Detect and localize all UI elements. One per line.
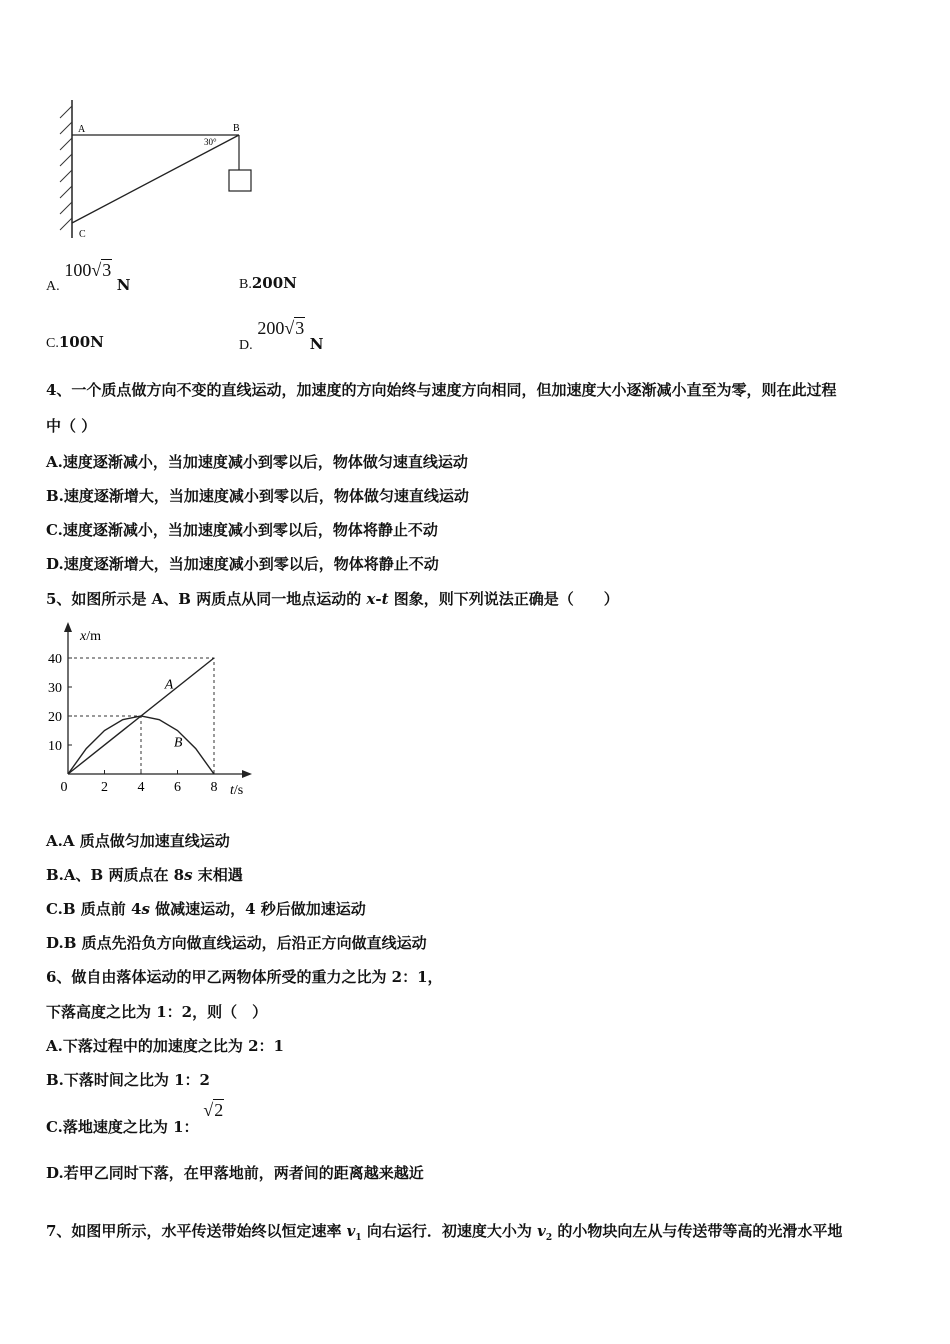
- x-tick-label: 6: [174, 780, 181, 795]
- q6-option-c: C.落地速度之比为 1： √2: [46, 1100, 224, 1136]
- q6-option-a: A.下落过程中的加速度之比为 2：1: [46, 1037, 284, 1055]
- q6-stem-line1: 6、做自由落体运动的甲乙两物体所受的重力之比为 2：1，: [46, 968, 443, 986]
- q6-option-d: D.若甲乙同时下落，在甲落地前，两者间的距离越来越近: [46, 1164, 424, 1182]
- series-label-A: A: [164, 677, 174, 693]
- q7-stem: 7、如图甲所示，水平传送带始终以恒定速率 $v_1$ 向右运行．初速度大小为 $v_2$ 的小物块向左从与传送带等高的光滑水平地: [46, 1222, 843, 1243]
- x-axis-arrow: [242, 770, 252, 778]
- x-axis-label: t/s: [230, 783, 244, 798]
- x-tick-label: 2: [101, 780, 108, 795]
- q5-option-d: D.B 质点先沿负方向做直线运动，后沿正方向做直线运动: [46, 934, 427, 952]
- series-label-B: B: [173, 735, 183, 751]
- q5-option-a: A.A 质点做匀加速直线运动: [46, 832, 230, 850]
- hanging-block: [229, 170, 251, 191]
- label-b: B: [233, 123, 240, 134]
- xt-chart: [40, 620, 270, 805]
- q5-option-b: B.A、B 两质点在 8s 末相遇: [46, 866, 243, 884]
- q3-option-b: B.200N: [239, 274, 297, 292]
- x-tick-label: 4: [137, 780, 145, 795]
- q4-option-a: A.速度逐渐减小，当加速度减小到零以后，物体做匀速直线运动: [46, 453, 468, 471]
- y-axis-label: x/m: [80, 629, 101, 644]
- rod-cb: [72, 135, 239, 223]
- q4-stem-line1: 4、一个质点做方向不变的直线运动，加速度的方向始终与速度方向相同，但加速度大小逐渐减小直至为零，则在此过程: [46, 381, 837, 399]
- y-tick-label: 30: [48, 681, 62, 696]
- x-tick-label: 8: [210, 780, 218, 795]
- label-a: A: [78, 124, 86, 135]
- q3-option-a: A. 100√3 N: [46, 260, 131, 294]
- y-tick-label: 40: [48, 652, 62, 667]
- q3-option-d: D. 200√3 N: [239, 318, 324, 353]
- q4-option-c: C.速度逐渐减小，当加速度减小到零以后，物体将静止不动: [46, 521, 438, 539]
- q5-stem: 5、如图所示是 A、B 两质点从同一地点运动的 x-t 图象，则下列说法正确是（ ）: [46, 590, 619, 608]
- q3-option-c: C.100N: [46, 333, 104, 351]
- q6-stem-line2: 下落高度之比为 1：2，则（ ）: [46, 1003, 268, 1021]
- q4-option-b: B.速度逐渐增大，当加速度减小到零以后，物体做匀速直线运动: [46, 487, 469, 505]
- x-tick-label: 0: [60, 780, 68, 795]
- q6-option-b: B.下落时间之比为 1：2: [46, 1071, 210, 1089]
- bracket-figure: [52, 98, 272, 248]
- angle-label: 30°: [204, 137, 217, 147]
- q4-option-d: D.速度逐渐增大，当加速度减小到零以后，物体将静止不动: [46, 555, 439, 573]
- q4-stem-line2: 中（ ）: [46, 417, 97, 435]
- y-tick-label: 10: [48, 739, 62, 754]
- q5-option-c: C.B 质点前 4s 做减速运动，4 秒后做加速运动: [46, 900, 366, 918]
- y-tick-label: 20: [48, 710, 62, 725]
- y-axis-arrow: [64, 622, 72, 632]
- label-c: C: [79, 229, 86, 240]
